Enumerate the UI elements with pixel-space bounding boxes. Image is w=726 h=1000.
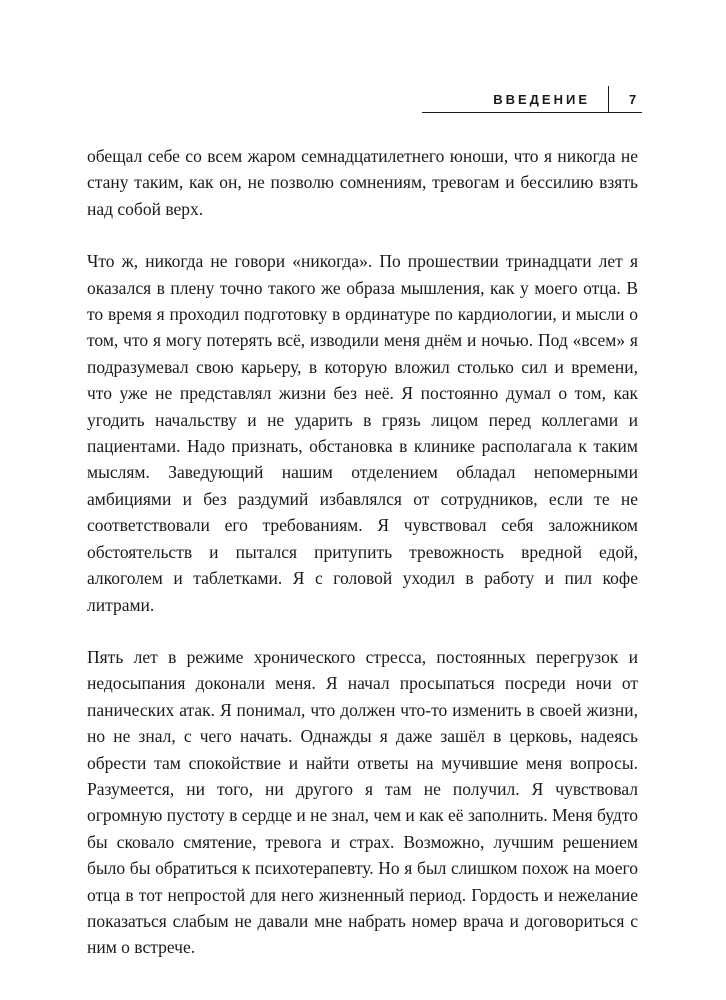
header-rule xyxy=(422,112,642,113)
section-title: ВВЕДЕНИЕ xyxy=(493,91,590,107)
paragraph: Что ж, никогда не говори «никогда». По прошествии тринадцати лет я оказался в плену точно такого же образа мышления, как у моего отца. В то время я проходил подготовку в ординатуре по кардиологии, и мысли о том, что я могу потерять всё, изводили меня днём и ночью. Под «всем» я подразумевал свою карьеру, в которую вложил столько сил и времени, что уже не представлял жизни без неё. Я постоянно думал о том, как угодить начальству и не ударить в грязь лицом перед коллегами и пациентами. Надо признать, обстановка в клинике располагала к таким мыслям. Заведующий нашим отделением обладал непомерными амбициями и без раздумий избавлялся от сотрудников, если те не соответствовали его требованиям. Я чувствовал себя заложником обстоятельств и пытался притупить тревожность вредной едой, алкоголем и таблетками. Я с головой уходил в работу и пил кофе литрами. xyxy=(87,251,638,615)
paragraph: обещал себе со всем жаром семнадцатилетнего юноши, что я никогда не стану таким, как он, не позволю сомнениям, тревогам и бессилию взять над собой верх. xyxy=(87,146,638,219)
running-head xyxy=(493,86,641,112)
paragraph: Пять лет в режиме хронического стресса, постоянных перегрузок и недосыпания доконали меня. Я начал просыпаться посреди ночи от панических атак. Я понимал, что должен что-то изменить в своей жизни, но не знал, с чего начать. Однажды я даже зашёл в церковь, надеясь обрести там спокойствие и найти ответы на мучившие меня вопросы. Разумеется, ни того, ни другого я там не получил. Я чувствовал огромную пустоту в сердце и не знал, чем и как её заполнить. Меня будто бы сковало смятение, тревога и страх. Возможно, лучшим решением было бы обратиться к психотерапевту. Но я был слишком похож на моего отца в тот непростой для него жизненный период. Гордость и нежелание показаться слабым не давали мне набрать номер врача и договориться с ним о встрече. xyxy=(87,646,638,958)
body-text xyxy=(87,143,638,987)
page-number: 7 xyxy=(629,91,637,107)
